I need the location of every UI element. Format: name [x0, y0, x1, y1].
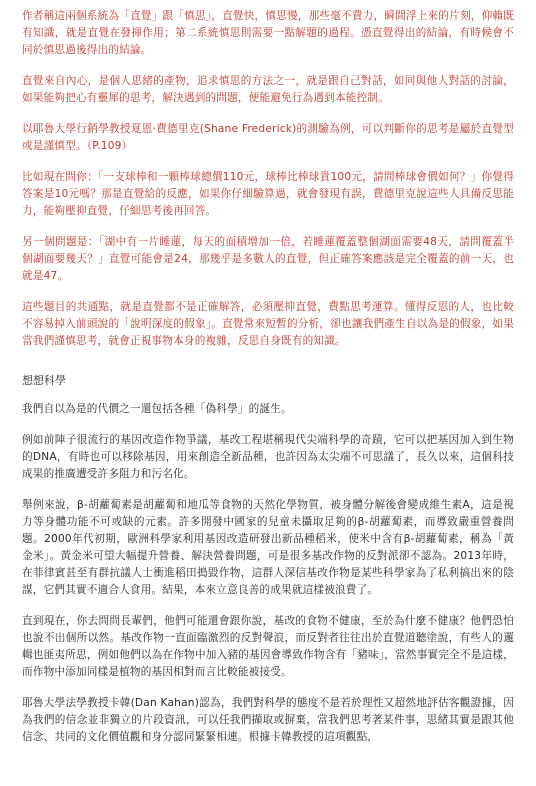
body-paragraph: 耶魯大學法學教授卡韓(Dan Kahan)認為，我們對科學的態度不是若於理性又超然地評估客觀證據，因為我們的信念並非獨立的片段資訊，可以任我們擷取或摒棄，當我們思考著某件事，思緒其實是跟其他信念、共同的文化價值觀和身分認同緊緊相連。根據卡韓教授的這項觀點，	[22, 697, 514, 743]
red-paragraph: 直覺來自內心，是個人思緒的產物，追求慎思的方法之一，就是跟自己對話，如同與他人對話的討論，如果能夠把心有靈犀的思考，解決遇到的問題，便能避免行為遇到本能控制。	[22, 75, 514, 104]
body-paragraph: 舉例來說，β-胡蘿蔔素是胡蘿蔔和地瓜等食物的天然化學物質，被身體分解後會變成維生素A，這是視力等身體功能不可或缺的元素。許多開發中國家的兒童未攝取足夠的β-胡蘿蔔素，而導致嚴重營養問題。2000年代初期，歐洲科學家利用基因改造研發出新品種稻米，使米中含有β-胡蘿蔔素，稱為「黃金米」。黃金米可望大幅提升營養、解決營養問題，可是很多基改作物的反對派卻不認為。2013年時，在菲律賓甚至有群抗議人士衝進稻田搗毀作物，這群人深信基改作物是某些科學家為了私利搞出來的陰謀，它們其實不適合人食用。結果，本來立意良善的成果就這樣被浪費了。	[22, 499, 514, 596]
body-paragraph: 例如前陣子很流行的基因改造作物爭議，基改工程堪稱現代尖端科學的奇蹟，它可以把基因加入到生物的DNA，有時也可以移除基因，用來創造全新品種，也許因為太尖端不可思議了，長久以來，這個科技成果的推廣遭受許多阻力和污名化。	[22, 434, 514, 480]
body-section	[22, 401, 514, 746]
section-heading: 想想科學	[22, 374, 66, 387]
red-paragraph: 這些題目的共通點，就是直覺都不是正確解答，必須壓抑直覺，費點思考運算。懂得反思的人，也比較不容易掉入前頭說的「說明深度的假象」。直覺常來短暫的分析，卻也讓我們產生自以為是的假象，如果當我們謹慎思考，就會正視事物本身的複雜，反思自身既有的知識。	[22, 301, 514, 347]
red-paragraph: 作者稱這兩個系統為「直覺」跟「慎思」，直覺快，慎思慢，那些毫不費力，瞬間浮上來的片刻，仰賴既有知識，就是直覺在發揮作用；第二系統慎思則需要一點解題的過程。憑直覺得出的結論，有時候會不同於慎思過後得出的結論。	[22, 10, 514, 56]
red-paragraph: 另一個問題是：「湖中有一片睡蓮，每天的面積增加一倍，若睡蓮覆蓋整個湖面需要48天，請問覆蓋半個湖面要幾天？」直覺可能會是24，那幾乎是多數人的直覺，但正確答案應該是完全覆蓋的前一天，也就是47。	[22, 236, 514, 282]
body-paragraph: 我們自以為是的代價之一還包括各種「偽科學」的誕生。	[22, 403, 292, 415]
red-section	[22, 8, 514, 350]
red-paragraph: 以耶魯大學行銷學教授夏恩·費德里克(Shane Frederick)的測驗為例，可以判斷你的思考是屬於直覺型或是謹慎型。（P.109）	[22, 123, 514, 152]
body-paragraph: 直到現在，你去問問長輩們，他們可能還會跟你說，基改的食物不健康，至於為什麼不健康？他們恐怕也說不出個所以然。基改作物一直面臨激烈的反對聲浪，而反對者往往出於直覺道聽塗說，有些人的邏輯也匪夷所思，例如他們以為在作物中加入豬的基因會導致作物含有「豬味」，當然事實完全不是這樣，而作物中添加同樣是植物的基因相對而言比較能被接受。	[22, 615, 514, 678]
red-paragraph: 比如現在問你：「一支球棒和一顆棒球總價110元，球棒比棒球貴100元，請問棒球會價如何？」你覺得答案是10元嗎？那是直覺給的反應，如果你仔細驗算過，就會發現有誤，費德里克說這些人具備反思能力，能夠壓抑直覺，仔細思考後再回答。	[22, 171, 514, 217]
